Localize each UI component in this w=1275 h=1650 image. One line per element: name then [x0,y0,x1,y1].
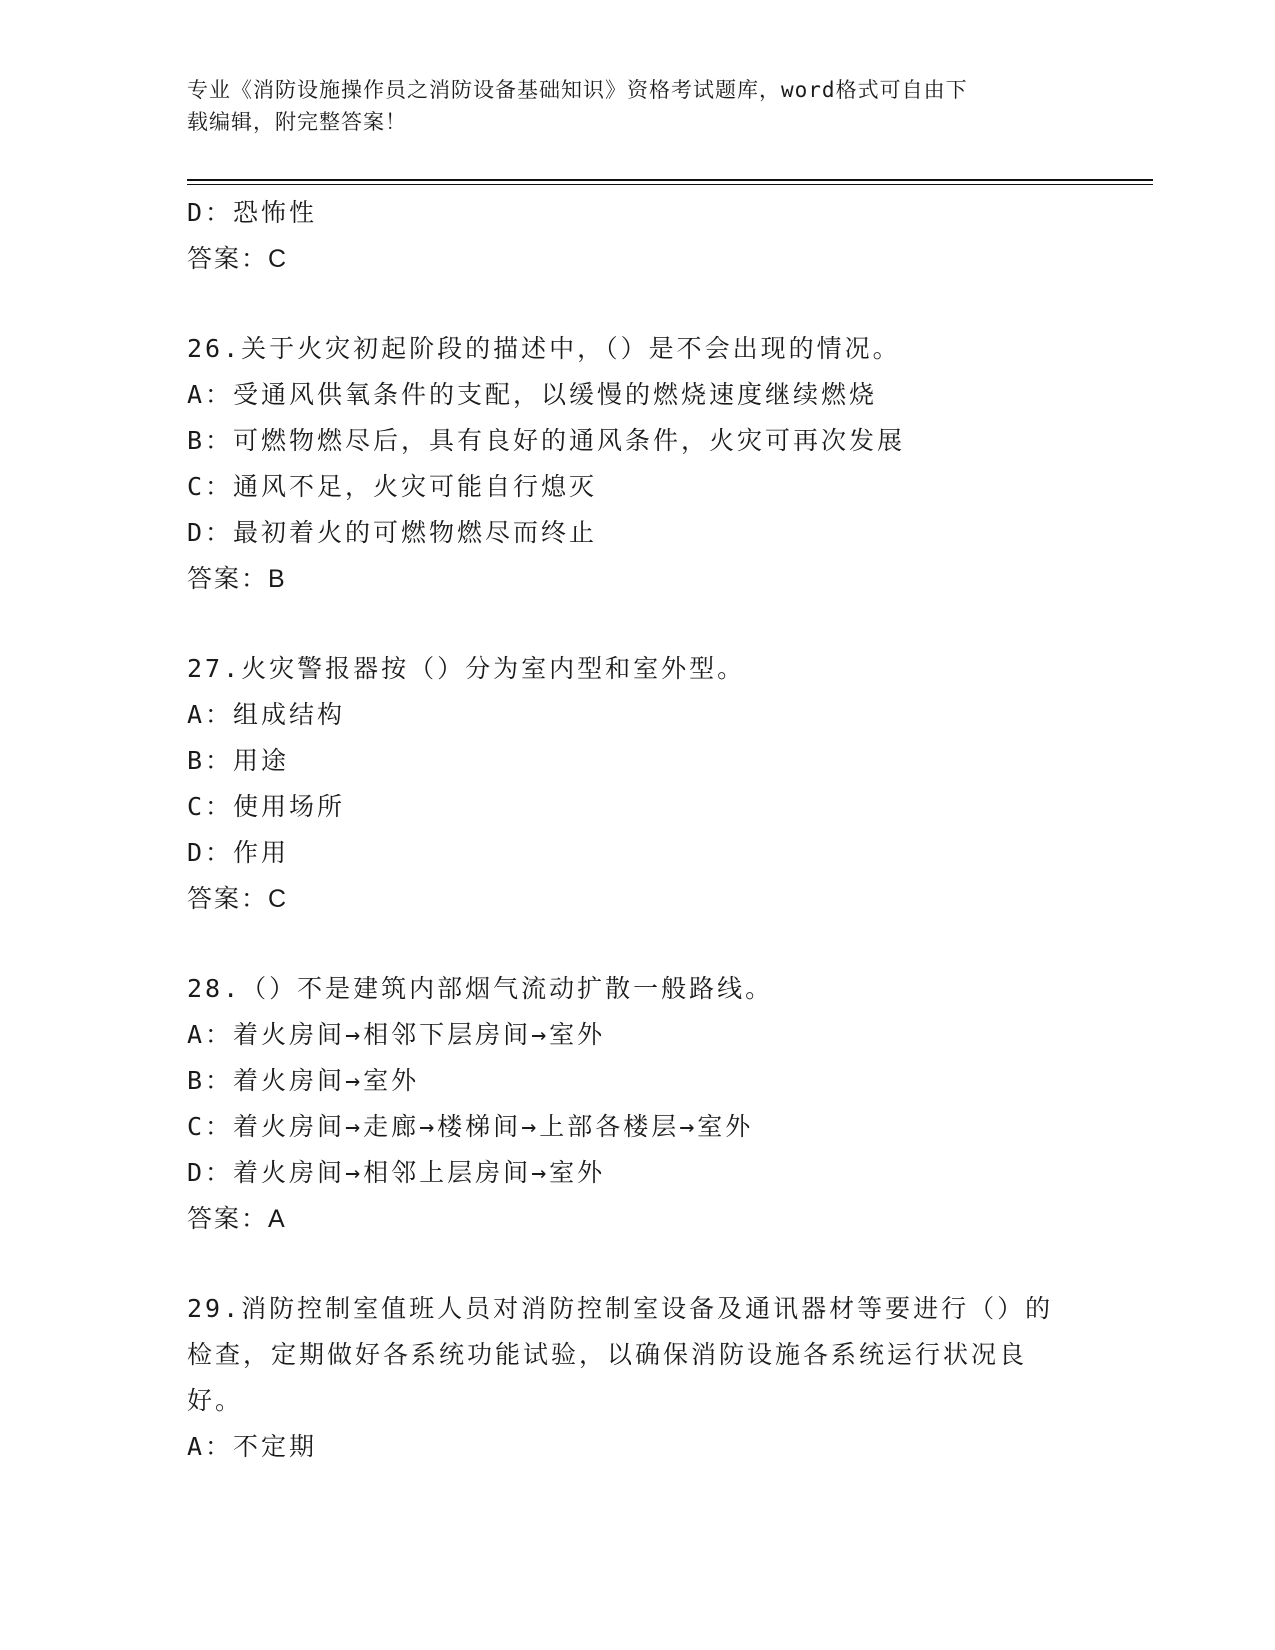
question-stem: 27.火灾警报器按（）分为室内型和室外型。 [187,654,746,683]
question-26 [187,326,1087,602]
option-a: A：着火房间→相邻下层房间→室外 [187,1020,606,1049]
option-d: D：最初着火的可燃物燃尽而终止 [187,518,598,547]
option-b: B：着火房间→室外 [187,1066,420,1095]
option-a: A：受通风供氧条件的支配，以缓慢的燃烧速度继续燃烧 [187,380,878,409]
question-stem: 26.关于火灾初起阶段的描述中，（）是不会出现的情况。 [187,334,901,363]
header-line-2: 载编辑，附完整答案！ [187,110,407,134]
option-c: C：着火房间→走廊→楼梯间→上部各楼层→室外 [187,1112,754,1141]
header-divider-thick [187,179,1153,181]
answer-label: 答案：C [187,885,289,913]
option-a: A：组成结构 [187,700,346,729]
previous-question-tail [187,190,1087,282]
option-b: B：可燃物燃尽后，具有良好的通风条件，火灾可再次发展 [187,426,906,455]
option-d: D：作用 [187,838,290,867]
page-header [187,74,1087,138]
option-d: D：恐怖性 [187,198,318,227]
question-stem: 28.（）不是建筑内部烟气流动扩散一般路线。 [187,974,774,1003]
question-stem-line-2: 检查，定期做好各系统功能试验，以确保消防设施各系统运行状况良 [187,1340,1028,1369]
header-line-1: 专业《消防设施操作员之消防设备基础知识》资格考试题库，word格式可自由下 [187,78,968,102]
answer-label: 答案：A [187,1205,287,1233]
question-stem-line-1: 29.消防控制室值班人员对消防控制室设备及通讯器材等要进行（）的 [187,1294,1054,1323]
question-27 [187,646,1087,922]
option-c: C：使用场所 [187,792,346,821]
option-a: A：不定期 [187,1432,318,1461]
header-divider-thin [187,184,1153,185]
question-content [187,190,1087,1470]
question-28 [187,966,1087,1242]
question-29 [187,1286,1087,1470]
option-d: D：着火房间→相邻上层房间→室外 [187,1158,606,1187]
option-b: B：用途 [187,746,290,775]
answer-label: 答案：B [187,565,287,593]
answer-label: 答案：C [187,245,289,273]
question-stem-line-3: 好。 [187,1386,244,1415]
option-c: C：通风不足，火灾可能自行熄灭 [187,472,598,501]
